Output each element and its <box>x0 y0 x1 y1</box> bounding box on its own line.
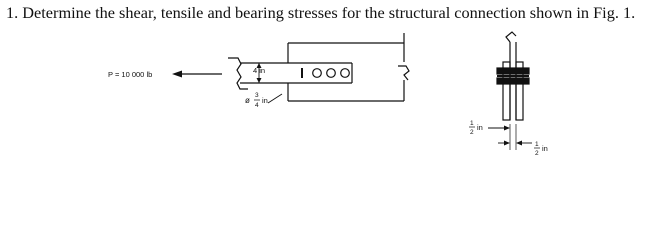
bolt-hole-1 <box>313 69 322 78</box>
thickness-top-unit: in <box>477 123 483 132</box>
width-label: 4 in <box>253 66 266 75</box>
diameter-numerator: 3 <box>255 92 259 99</box>
diameter-prefix: ø <box>245 96 250 105</box>
thickness-label-bottom <box>534 141 548 157</box>
bolt-holes <box>302 68 349 78</box>
side-view <box>488 32 532 150</box>
main-plate <box>228 58 352 89</box>
problem-text: Determine the shear, tensile and bearing stresses for the structural connection shown in Fig. 1. <box>22 3 636 22</box>
problem-number: 1. <box>6 3 19 22</box>
thickness-bottom-unit: in <box>542 144 548 153</box>
bolt-hole-2 <box>327 69 336 78</box>
bolt-hole-3 <box>341 69 350 78</box>
diameter-denominator: 4 <box>255 102 259 109</box>
splice-plate <box>288 33 409 101</box>
diameter-unit: in <box>262 96 268 105</box>
thickness-top-numerator: 1 <box>470 120 474 127</box>
thickness-bottom-numerator: 1 <box>535 141 539 148</box>
load-label: P = 10 000 lb <box>108 70 153 79</box>
thickness-label-top <box>469 120 483 136</box>
thickness-top-denominator: 2 <box>470 129 474 136</box>
diameter-leader <box>268 94 282 103</box>
diameter-label <box>245 92 268 109</box>
thickness-bottom-denominator: 2 <box>535 150 539 157</box>
load-arrow <box>172 71 222 78</box>
